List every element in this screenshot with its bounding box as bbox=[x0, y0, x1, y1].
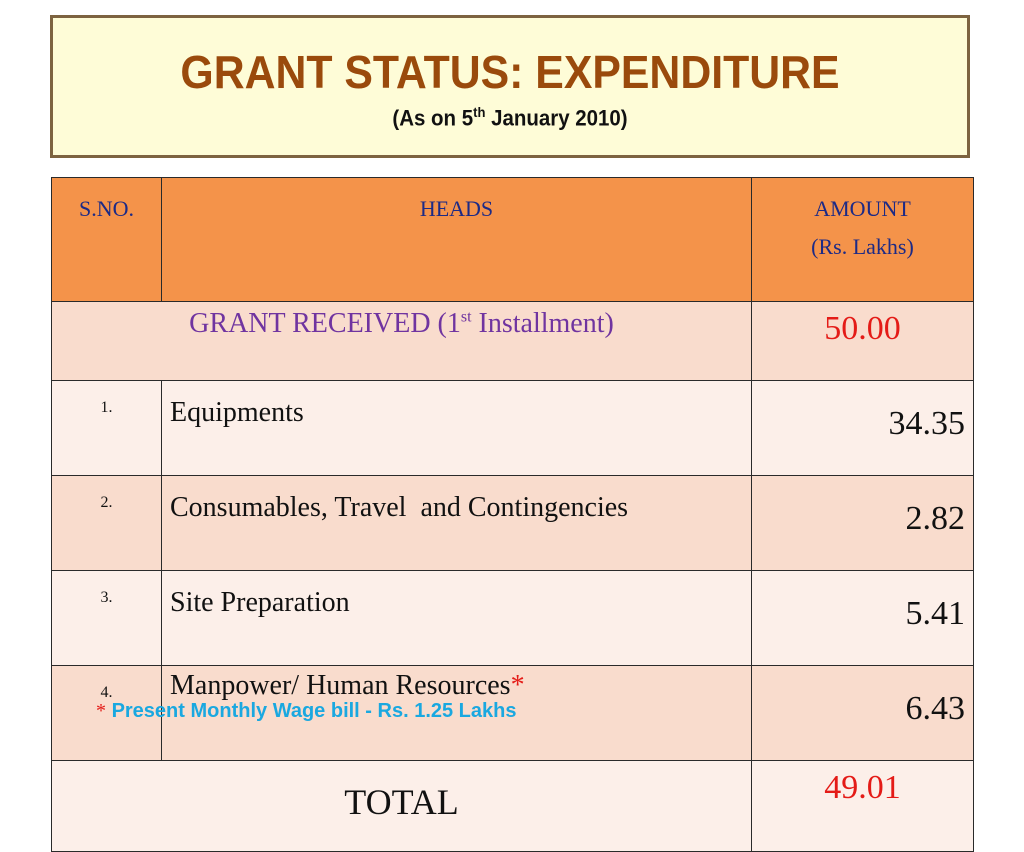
page-title: GRANT STATUS: EXPENDITURE bbox=[180, 46, 840, 98]
grant-label-sup: st bbox=[460, 308, 472, 326]
grant-label-prefix: GRANT RECEIVED (1 bbox=[189, 308, 461, 339]
subtitle-sup: th bbox=[473, 104, 486, 120]
table-row bbox=[52, 571, 974, 666]
row-amount: 5.41 bbox=[752, 571, 974, 666]
table-header-row bbox=[52, 178, 974, 302]
header-heads: HEADS bbox=[162, 178, 752, 302]
row-sno: 2. bbox=[52, 476, 162, 571]
header-amount bbox=[752, 178, 974, 302]
grant-label-suffix: Installment) bbox=[471, 308, 614, 339]
total-row bbox=[52, 761, 974, 852]
footnote-marker: * bbox=[510, 670, 525, 701]
row-head: Consumables, Travel and Contingencies bbox=[162, 476, 752, 571]
grant-received-row bbox=[52, 302, 974, 381]
grant-received-label bbox=[52, 302, 752, 381]
footnote-star: * bbox=[96, 700, 106, 722]
grant-received-amount: 50.00 bbox=[752, 302, 974, 381]
row-amount: 6.43 bbox=[752, 666, 974, 761]
footnote bbox=[96, 700, 516, 723]
expenditure-table bbox=[51, 177, 974, 852]
row-sno: 1. bbox=[52, 381, 162, 476]
total-label: TOTAL bbox=[52, 761, 752, 852]
title-box bbox=[50, 15, 970, 158]
row-head-text: Manpower/ Human Resources bbox=[170, 670, 511, 701]
row-amount: 2.82 bbox=[752, 476, 974, 571]
page-subtitle bbox=[85, 104, 935, 131]
row-head: Site Preparation bbox=[162, 571, 752, 666]
table-row bbox=[52, 476, 974, 571]
subtitle-suffix: January 2010) bbox=[485, 105, 628, 131]
row-sno: 4. bbox=[52, 666, 162, 761]
row-sno: 3. bbox=[52, 571, 162, 666]
header-amount-line2: (Rs. Lakhs) bbox=[811, 234, 914, 259]
row-amount: 34.35 bbox=[752, 381, 974, 476]
subtitle-prefix: (As on 5 bbox=[392, 105, 474, 131]
footnote-text: Present Monthly Wage bill - Rs. 1.25 Lakhs bbox=[111, 700, 517, 722]
header-sno: S.NO. bbox=[52, 178, 162, 302]
total-amount: 49.01 bbox=[752, 761, 974, 852]
row-head: Equipments bbox=[162, 381, 752, 476]
header-amount-line1: AMOUNT bbox=[814, 196, 911, 221]
table-row bbox=[52, 381, 974, 476]
